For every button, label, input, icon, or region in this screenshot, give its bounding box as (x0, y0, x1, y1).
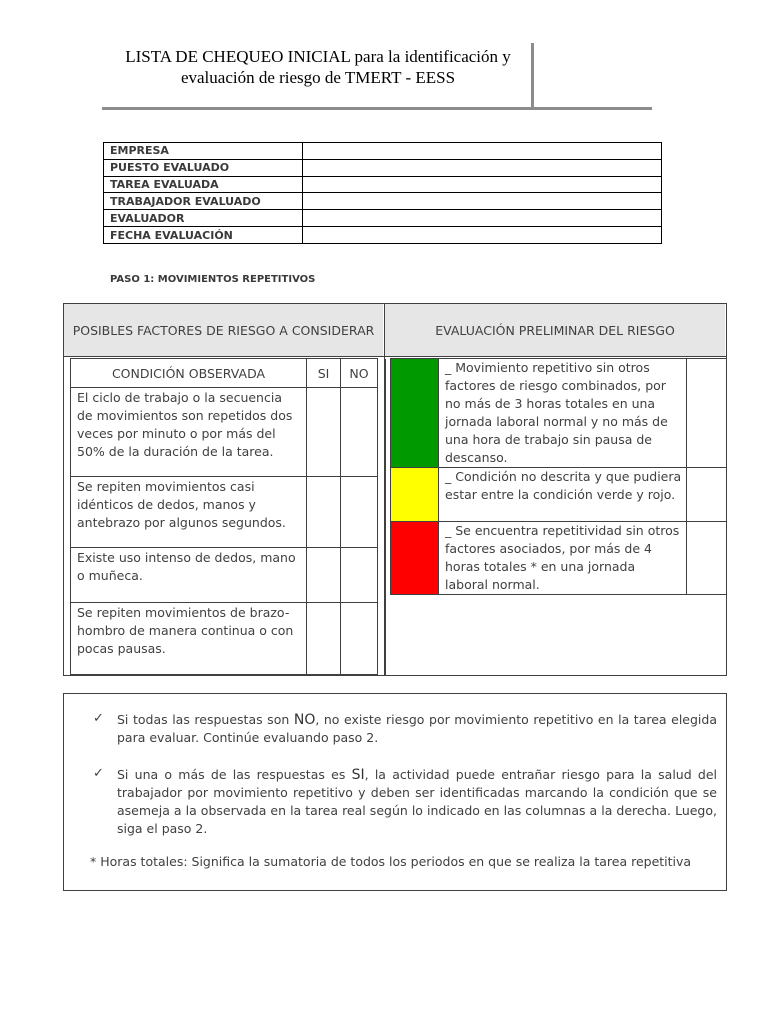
info-row-empresa (104, 143, 662, 160)
footnote: * Horas totales: Significa la sumatoria de todos los periodos en que se realiza la tarea repetitiva (90, 854, 692, 869)
title-vertical-rule (531, 43, 534, 109)
document-title-line2: evaluación de riesgo de TMERT - EESS (180, 68, 456, 87)
condition-text: Se repiten movimientos casi idénticos de dedos, manos y antebrazo por algunos segundos. (71, 477, 307, 548)
condition-header: CONDICIÓN OBSERVADA (71, 359, 307, 388)
no-checkbox-cell[interactable] (341, 548, 378, 603)
si-header: SI (307, 359, 341, 388)
evaluation-mark-cell[interactable] (687, 468, 727, 522)
si-checkbox-cell[interactable] (307, 477, 341, 548)
si-checkbox-cell[interactable] (307, 388, 341, 477)
info-row-evaluador (104, 210, 662, 227)
info-label: PUESTO EVALUADO (104, 159, 303, 176)
si-checkbox-cell[interactable] (307, 603, 341, 675)
step-title: PASO 1: MOVIMIENTOS REPETITIVOS (110, 274, 316, 285)
evaluation-text: _ Movimiento repetitivo sin otros factores de riesgo combinados, por no más de 3 horas totales en una jornada laboral normal y no más de una hora de trabajo sin pausa de descanso. (439, 359, 687, 468)
info-value-field[interactable] (303, 159, 662, 176)
note-no-risk (117, 711, 717, 747)
evaluation-mark-cell[interactable] (687, 522, 727, 595)
info-value-field[interactable] (303, 193, 662, 210)
condition-text: El ciclo de trabajo o la secuencia de movimientos son repetidos dos veces por minuto o por más del 50% de la duración de la tarea. (71, 388, 307, 477)
condition-text: Se repiten movimientos de brazo-hombro de manera continua o con pocas pausas. (71, 603, 307, 675)
si-checkbox-cell[interactable] (307, 548, 341, 603)
note2-pre: Si una o más de las respuestas es (117, 767, 352, 782)
evaluation-mark-cell[interactable] (687, 359, 727, 468)
condition-row (71, 548, 386, 603)
condition-row (71, 477, 386, 548)
document-title-line1: LISTA DE CHEQUEO INICIAL para la identificación y (125, 47, 511, 66)
green-swatch (391, 359, 439, 468)
evaluation-row-yellow (391, 468, 727, 522)
info-label: EMPRESA (104, 143, 303, 160)
info-table (103, 142, 662, 244)
condition-text: Existe uso intenso de dedos, mano o muñeca. (71, 548, 307, 603)
conditions-table (70, 358, 386, 675)
condition-row (71, 603, 386, 675)
header-divider (63, 356, 726, 357)
red-swatch (391, 522, 439, 595)
info-row-fecha (104, 227, 662, 244)
info-row-trabajador (104, 193, 662, 210)
evaluation-text: _ Condición no descrita y que pudiera estar entre la condición verde y rojo. (439, 468, 687, 522)
evaluation-table (390, 358, 727, 595)
yellow-swatch (391, 468, 439, 522)
info-row-puesto (104, 159, 662, 176)
info-label: TRABAJADOR EVALUADO (104, 193, 303, 210)
no-header: NO (341, 359, 378, 388)
left-header: POSIBLES FACTORES DE RIESGO A CONSIDERAR (64, 304, 383, 357)
info-value-field[interactable] (303, 210, 662, 227)
title-horizontal-rule (102, 107, 652, 110)
evaluation-text: _ Se encuentra repetitividad sin otros factores asociados, por más de 4 horas totales * en una jornada laboral normal. (439, 522, 687, 595)
check-icon: ✓ (93, 766, 104, 781)
evaluation-row-green (391, 359, 727, 468)
note-risk (117, 766, 717, 838)
note1-pre: Si todas las respuestas son (117, 712, 294, 727)
no-checkbox-cell[interactable] (341, 603, 378, 675)
check-icon: ✓ (93, 711, 104, 726)
evaluation-row-red (391, 522, 727, 595)
no-checkbox-cell[interactable] (341, 388, 378, 477)
note2-post: , la actividad puede entrañar riesgo para la salud del trabajador por movimiento repetitivo y deben ser identificadas marcando la condición que se asemeja a la observada en la tarea real según lo indicado en las columnas a la derecha. Luego, siga el paso 2. (117, 767, 718, 836)
column-gap (378, 359, 386, 675)
document-title (108, 46, 528, 88)
right-header: EVALUACIÓN PRELIMINAR DEL RIESGO (385, 304, 725, 357)
info-value-field[interactable] (303, 176, 662, 193)
info-label: EVALUADOR (104, 210, 303, 227)
no-checkbox-cell[interactable] (341, 477, 378, 548)
info-label: TAREA EVALUADA (104, 176, 303, 193)
condition-row (71, 388, 386, 477)
info-value-field[interactable] (303, 227, 662, 244)
note1-emphasis: NO (293, 712, 316, 728)
info-row-tarea (104, 176, 662, 193)
conditions-header-row (71, 359, 386, 388)
info-label: FECHA EVALUACIÓN (104, 227, 303, 244)
info-value-field[interactable] (303, 143, 662, 160)
note2-emphasis: SI (351, 767, 365, 783)
note1-post: , no existe riesgo por movimiento repetitivo en la tarea elegida para evaluar. Continúe evaluando paso 2. (117, 712, 717, 745)
